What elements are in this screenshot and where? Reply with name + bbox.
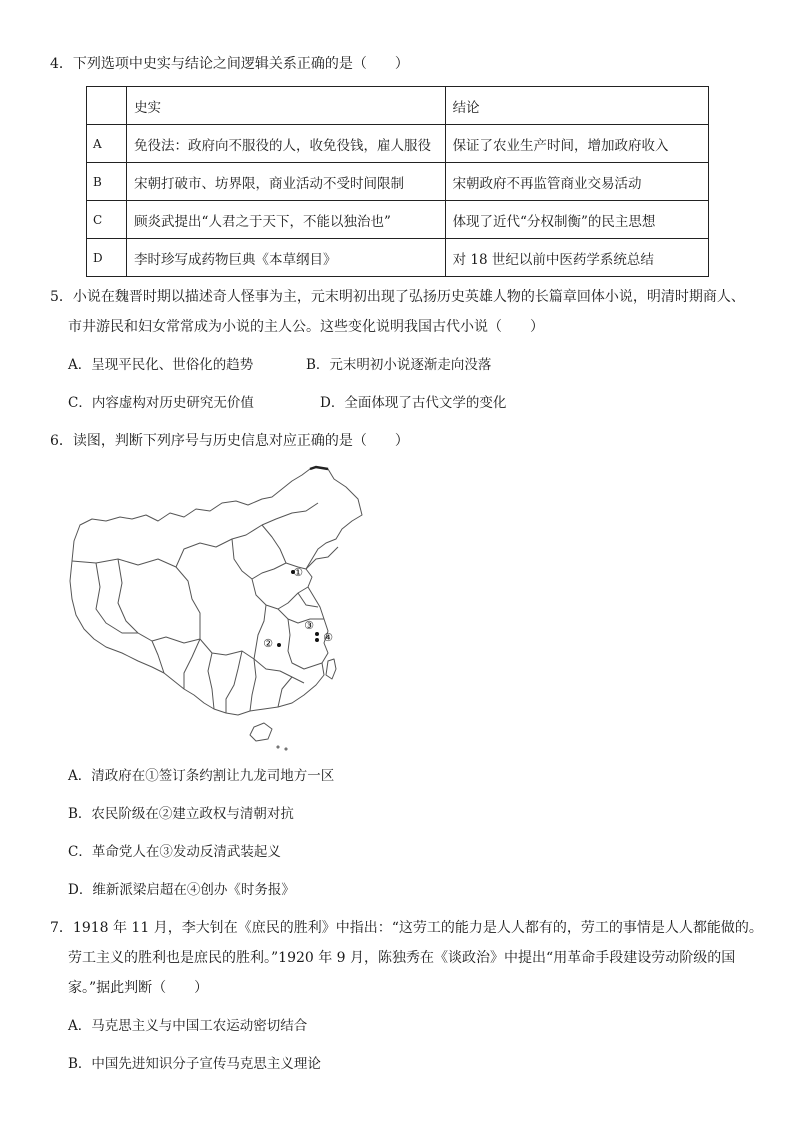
q4-stem: 4．下列选项中史实与结论之间逻辑关系正确的是（ ） — [50, 56, 409, 72]
table-row — [87, 125, 709, 163]
q7-stem-line3: 家。”据此判断（ ） — [68, 980, 209, 996]
q7-option-a[interactable]: A．马克思主义与中国工农运动密切结合 — [68, 1018, 308, 1034]
q6-stem: 6．读图，判断下列序号与历史信息对应正确的是（ ） — [50, 433, 409, 449]
marker-4: ④ — [323, 631, 333, 644]
row-fact: 免役法：政府向不服役的人，收免役钱，雇人服役 — [127, 125, 446, 163]
row-fact: 顾炎武提出“人君之于天下，不能以独治也” — [127, 201, 446, 239]
china-outline — [70, 467, 362, 715]
q6-option-a[interactable]: A．清政府在①签订条约割让九龙司地方一区 — [68, 768, 335, 784]
taiwan-island — [326, 659, 336, 679]
row-conclusion: 宋朝政府不再监管商业交易活动 — [445, 163, 708, 201]
table-header-fact: 史实 — [127, 87, 446, 125]
hainan-island — [250, 723, 272, 741]
q5-option-b[interactable]: B．元末明初小说逐渐走向没落 — [306, 357, 492, 373]
marker-3: ③ — [304, 619, 314, 632]
row-label: B — [87, 163, 127, 201]
q7-stem-line2: 劳工主义的胜利也是庶民的胜利。”1920 年 9 月，陈独秀在《谈政治》中提出“用革命手段建设劳动阶级的国 — [68, 950, 736, 966]
row-conclusion: 体现了近代“分权制衡”的民主思想 — [445, 201, 708, 239]
table-row — [87, 163, 709, 201]
row-label: C — [87, 201, 127, 239]
row-conclusion: 对 18 世纪以前中医药学系统总结 — [445, 239, 708, 277]
table-row — [87, 239, 709, 277]
q6-option-b[interactable]: B．农民阶级在②建立政权与清朝对抗 — [68, 806, 294, 822]
table-header-conclusion: 结论 — [445, 87, 708, 125]
q7-option-b[interactable]: B．中国先进知识分子宣传马克思主义理论 — [68, 1056, 321, 1072]
row-label: A — [87, 125, 127, 163]
china-map — [66, 463, 366, 753]
q4-table — [86, 86, 709, 277]
q7-stem-line1: 7．1918 年 11 月，李大钊在《庶民的胜利》中指出：“这劳工的能力是人人都有的，劳工的事情是人人都能做的。 — [50, 920, 763, 936]
q5-option-d[interactable]: D．全面体现了古代文学的变化 — [320, 395, 507, 411]
q5-option-c[interactable]: C．内容虚构对历史研究无价值 — [68, 395, 254, 411]
table-row — [87, 201, 709, 239]
table-header-label — [87, 87, 127, 125]
q6-option-d[interactable]: D．维新派梁启超在④创办《时务报》 — [68, 882, 295, 898]
q5-option-a[interactable]: A．呈现平民化、世俗化的趋势 — [68, 357, 254, 373]
q5-stem-line2: 市井游民和妇女常常成为小说的主人公。这些变化说明我国古代小说（ ） — [68, 319, 544, 335]
q5-stem-line1: 5．小说在魏晋时期以描述奇人怪事为主，元末明初出现了弘扬历史英雄人物的长篇章回体小说，明清时期商人、 — [50, 289, 745, 305]
row-label: D — [87, 239, 127, 277]
table-header-row — [87, 87, 709, 125]
marker-2: ② — [263, 637, 273, 650]
row-fact: 宋朝打破市、坊界限，商业活动不受时间限制 — [127, 163, 446, 201]
q6-option-c[interactable]: C．革命党人在③发动反清武装起义 — [68, 844, 281, 860]
row-fact: 李时珍写成药物巨典《本草纲目》 — [127, 239, 446, 277]
marker-1: ① — [293, 566, 303, 579]
row-conclusion: 保证了农业生产时间，增加政府收入 — [445, 125, 708, 163]
